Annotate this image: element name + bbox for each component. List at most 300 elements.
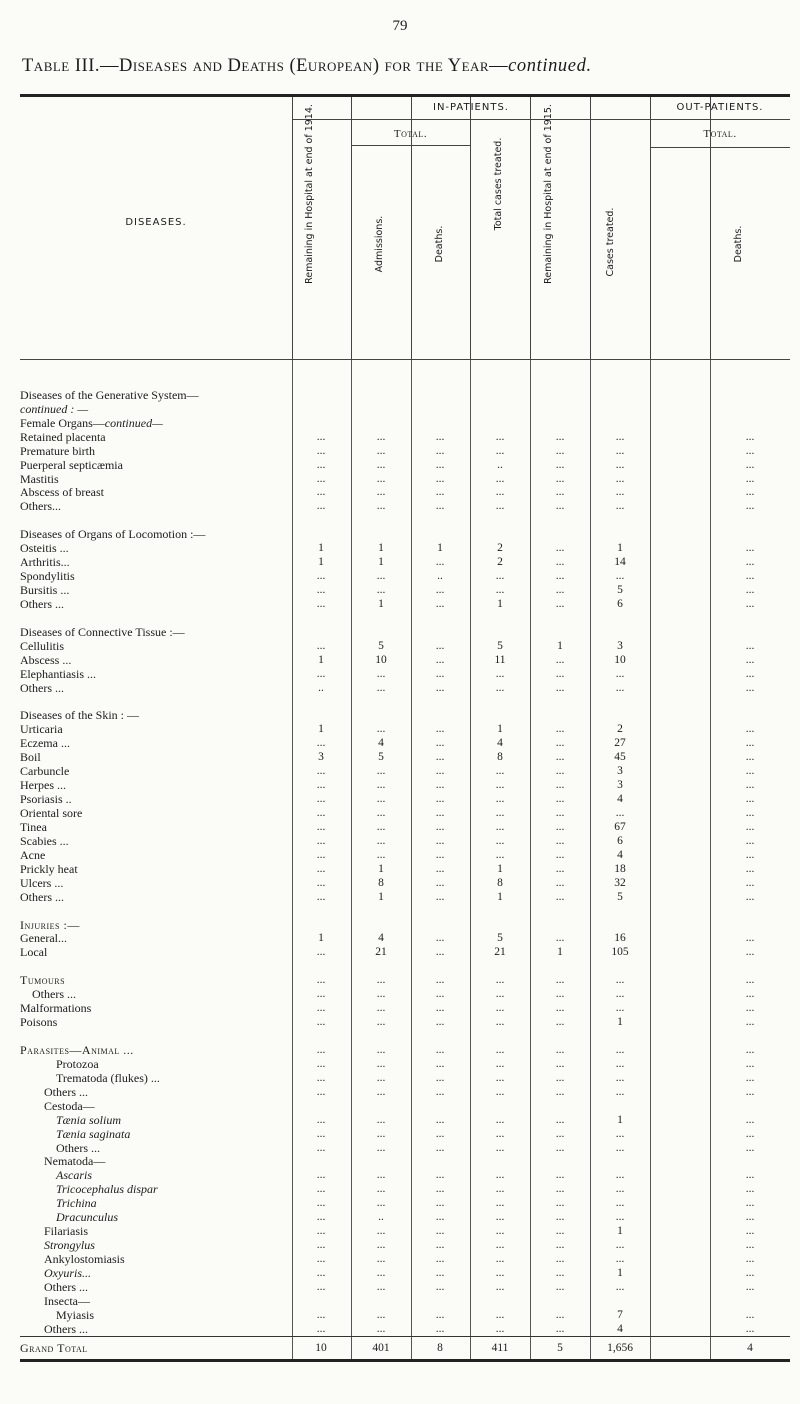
table-row [20,987,790,1001]
value-cell: ... [495,1183,505,1196]
value-cell: ... [435,1169,445,1182]
disease-name: Arthritis... [20,555,70,570]
value-cell: ... [495,779,505,792]
disease-label [20,708,139,722]
value-cell: ... [615,1085,625,1098]
value-cell: ... [316,1322,326,1335]
value-cell: ... [495,988,505,1001]
value-cell: ... [745,1197,755,1210]
disease-label [44,1154,105,1168]
value-cell: ... [316,1071,326,1084]
value-cell: ... [745,876,755,889]
value-cell: ... [376,500,386,513]
disease-label [20,416,163,430]
disease-name: Bursitis ... [20,583,70,597]
value-cell: ... [316,974,326,987]
disease-label [20,430,106,444]
value-cell: ... [745,1127,755,1140]
value-cell: ... [376,430,386,443]
value-cell: 16 [614,932,626,945]
value-cell: ... [495,472,505,485]
value-cell: ... [376,486,386,499]
value-cell: ... [745,1322,755,1335]
value-cell: ... [745,765,755,778]
disease-label [20,541,69,555]
table-row [20,597,790,611]
value-cell: ... [745,1113,755,1126]
value-cell: ... [435,1239,445,1252]
value-cell: 8 [497,876,503,889]
value-cell: 2 [497,556,503,569]
value-cell: 5 [617,584,623,596]
disease-label [20,722,63,736]
value-cell: ... [745,584,755,596]
value-cell: ... [376,1169,386,1182]
value-cell: 1 [318,653,324,666]
value-cell: 1 [378,890,384,903]
value-cell: ... [555,834,565,847]
value-cell: ... [555,1169,565,1182]
value-cell: ... [495,1043,505,1056]
value-cell: ... [376,1057,386,1070]
value-cell: ... [316,765,326,778]
table-row [20,722,790,736]
value-cell: ... [316,862,326,875]
disease-name: Others ... [32,987,76,1002]
value-cell: ... [435,1280,445,1293]
disease-label [56,1057,99,1071]
value-cell: ... [316,1127,326,1140]
value-cell: ... [555,779,565,792]
table-row [20,764,790,778]
disease-name: Filariasis [44,1224,88,1239]
disease-label [20,555,70,569]
value-cell: ... [745,639,755,652]
value-cell: 1 [497,862,503,875]
disease-name: Ulcers ... [20,875,64,890]
value-cell: ... [316,1113,326,1126]
disease-label [44,1322,88,1336]
value-cell: ... [316,1043,326,1056]
value-cell: 5 [617,890,623,903]
disease-label [20,931,67,945]
value-cell: ... [435,430,445,443]
value-cell: ... [745,500,755,513]
value-cell: ... [495,1253,505,1265]
grand-total-label: Grand Total [20,1340,88,1355]
value-cell: 1 [318,556,324,569]
value-cell: ... [316,570,326,583]
table-row [20,485,790,499]
value-cell: ... [316,639,326,652]
value-cell: ... [316,946,326,959]
disease-name: Osteitis ... [20,541,69,556]
value-cell: ... [376,1141,386,1154]
value-cell: ... [555,597,565,610]
value-cell: ... [615,807,625,819]
table-row [20,1266,790,1280]
value-cell: ... [316,1002,326,1015]
spacer-row [20,959,790,973]
value-cell: 21 [494,946,506,959]
disease-label [20,1043,134,1057]
disease-name: Strongylus [44,1238,95,1253]
value-cell: ... [376,472,386,485]
disease-name: Acne [20,847,46,862]
value-cell: .. [497,458,503,471]
value-cell: ... [555,653,565,666]
table-row [20,820,790,834]
value-cell: ... [435,974,445,987]
table-row [20,945,790,959]
value-cell: ... [495,1280,505,1293]
value-cell: ... [376,1127,386,1140]
value-cell: 1 [617,1266,623,1279]
value-cell: ... [495,834,505,847]
disease-name: Premature birth [20,443,95,458]
value-cell: ... [495,1211,505,1224]
value-cell: ... [555,988,565,1001]
disease-label [20,848,45,862]
value-cell: ... [435,807,445,819]
spacer-row [20,374,790,388]
disease-name: Diseases of Organs of Locomotion :— [20,527,206,542]
value-cell: ... [745,807,755,819]
disease-name: Insecta— [44,1293,90,1308]
value-cell: ... [615,1071,625,1084]
disease-name: Tænia solium [56,1112,122,1127]
disease-name: Poisons [20,1015,58,1030]
value-cell: ... [376,1043,386,1056]
value-cell: ... [745,472,755,485]
value-cell: ... [316,486,326,499]
disease-name: Abscess of breast [20,485,104,500]
value-cell: 1 [617,1016,623,1029]
value-cell: 1 [557,639,563,652]
value-cell: ... [435,1127,445,1140]
value-cell: ... [495,820,505,833]
table-row [20,667,790,681]
grand-total-cell: 5 [557,1341,563,1354]
value-cell: ... [555,444,565,457]
value-cell: 1 [497,890,503,903]
value-cell: ... [555,1197,565,1210]
value-cell: ... [435,597,445,610]
value-cell: ... [615,1280,625,1293]
value-cell: ... [316,737,326,750]
value-cell: ... [555,793,565,806]
value-cell: ... [745,737,755,750]
disease-name: Oxyuris... [44,1265,91,1280]
table-row [20,1085,790,1099]
table-row [20,1196,790,1210]
value-cell: ... [555,1043,565,1056]
value-cell: ... [435,1016,445,1029]
value-cell: ... [555,751,565,764]
value-cell: ... [745,862,755,875]
value-cell: ... [745,834,755,847]
value-cell: ... [435,932,445,945]
disease-table [20,94,790,1362]
value-cell: 2 [497,542,503,555]
disease-name: Puerperal septicæmia [20,457,123,472]
value-cell: ... [435,653,445,666]
disease-label [20,1015,57,1029]
value-cell: ... [376,1016,386,1029]
value-cell: 3 [617,779,623,792]
value-cell: ... [435,1225,445,1238]
value-cell: ... [435,751,445,764]
value-cell: 1 [437,542,443,555]
value-cell: ... [435,946,445,959]
value-cell: ... [435,1266,445,1279]
value-cell: ... [495,1308,505,1321]
table-row [20,1322,790,1336]
value-cell: 1 [378,556,384,569]
disease-label [20,945,47,959]
value-cell: ... [376,681,386,694]
value-cell: ... [555,876,565,889]
value-cell: 3 [318,751,324,764]
value-cell: 6 [617,834,623,847]
value-cell: ... [615,681,625,694]
value-cell: 7 [617,1308,623,1321]
value-cell: ... [316,793,326,806]
disease-name: Abscess ... [20,652,72,667]
disease-label [20,876,63,890]
value-cell: ... [316,1308,326,1321]
table-row [20,750,790,764]
value-cell: ... [555,1322,565,1335]
value-cell: 5 [497,932,503,945]
value-cell: ... [615,1127,625,1140]
table-row [20,931,790,945]
value-cell: ... [745,820,755,833]
value-cell: .. [378,1211,384,1224]
value-cell: ... [376,820,386,833]
value-cell: ... [555,667,565,680]
table-row [20,444,790,458]
title-continued: continued. [508,56,592,76]
value-cell: ... [435,1002,445,1015]
value-cell: ... [376,444,386,457]
disease-name: Tricocephalus dispar [56,1182,158,1197]
value-cell: ... [745,1225,755,1238]
value-cell: ... [495,974,505,987]
value-cell: ... [555,1183,565,1196]
out-deaths-header: Deaths. [733,225,744,263]
disease-label [44,1085,88,1099]
value-cell: ... [376,1002,386,1015]
value-cell: ... [435,723,445,736]
value-cell: ... [495,430,505,443]
disease-label [20,890,64,904]
disease-label [20,681,64,695]
value-cell: ... [615,1239,625,1252]
value-cell: 4 [617,1322,623,1335]
value-cell: ... [615,1141,625,1154]
value-cell: ... [495,1071,505,1084]
value-cell: ... [435,876,445,889]
value-cell: ... [615,1197,625,1210]
value-cell: ... [435,737,445,750]
value-cell: ... [376,1197,386,1210]
value-cell: ... [495,681,505,694]
disease-label [20,653,71,667]
value-cell: ... [555,1127,565,1140]
table-row [20,458,790,472]
value-cell: ... [435,486,445,499]
disease-label [20,458,123,472]
disease-name: Urticaria [20,722,63,737]
spacer-row [20,904,790,918]
value-cell: ... [435,472,445,485]
value-cell: ... [435,793,445,806]
table-row [20,1252,790,1266]
value-cell: ... [495,1057,505,1070]
value-cell: 5 [378,639,384,652]
value-cell: ... [555,1266,565,1279]
table-row [20,1113,790,1127]
disease-label [20,388,199,402]
value-cell: ... [435,1183,445,1196]
value-cell: ... [555,1225,565,1238]
value-cell: ... [495,807,505,819]
in-deaths-header: Deaths. [434,225,445,263]
value-cell: ... [316,1239,326,1252]
value-cell: ... [376,1308,386,1321]
disease-name: Others ... [44,1279,88,1294]
disease-name: Prickly heat [20,861,78,876]
table-row [20,1071,790,1085]
value-cell: ... [316,1211,326,1224]
disease-name: Scabies ... [20,833,69,848]
disease-name: Retained placenta [20,429,106,444]
value-cell: ... [376,570,386,583]
value-cell: ... [376,1239,386,1252]
disease-label [20,485,104,499]
value-cell: ... [745,848,755,861]
value-cell: 4 [378,737,384,750]
disease-name: Ascaris [56,1168,92,1183]
value-cell: ... [316,1169,326,1182]
value-cell: ... [745,988,755,1001]
spacer-row [20,695,790,709]
value-cell: ... [435,779,445,792]
value-cell: ... [745,1141,755,1154]
value-cell: ... [555,848,565,861]
value-cell: ... [555,932,565,945]
value-cell: ... [316,597,326,610]
value-cell: ... [555,862,565,875]
value-cell: ... [495,570,505,583]
table-row [20,1141,790,1155]
disease-label [44,1238,95,1252]
value-cell: 1 [617,542,623,555]
value-cell: ... [495,1085,505,1098]
disease-label [32,987,76,1001]
disease-label [56,1127,130,1141]
value-cell: ... [555,974,565,987]
value-cell: ... [316,430,326,443]
value-cell: ... [376,1183,386,1196]
value-cell: ... [495,793,505,806]
disease-name: Diseases of the Generative System— [20,387,199,402]
value-cell: 18 [614,862,626,875]
disease-name: Injuries :— [20,917,80,932]
value-cell: ... [316,1016,326,1029]
value-cell: ... [376,807,386,819]
value-cell: ... [555,1071,565,1084]
value-cell: 67 [614,820,626,833]
disease-name: Mastitis [20,471,59,486]
disease-label [20,806,82,820]
table-row [20,1043,790,1057]
value-cell: ... [555,500,565,513]
value-cell: 1 [318,542,324,555]
disease-name: Others ... [44,1084,88,1099]
disease-name: General... [20,931,67,946]
value-cell: ... [495,1141,505,1154]
table-row [20,653,790,667]
value-cell: ... [555,472,565,485]
table-row [20,1127,790,1141]
value-cell: ... [555,1113,565,1126]
value-cell: ... [555,1211,565,1224]
value-cell: ... [745,1043,755,1056]
value-cell: ... [745,570,755,583]
disease-label [20,499,61,513]
value-cell: ... [316,444,326,457]
value-cell: 6 [617,597,623,610]
value-cell: ... [435,988,445,1001]
value-cell: ... [615,1253,625,1265]
value-cell: ... [555,1002,565,1015]
value-cell: 1 [378,597,384,610]
table-row [20,1210,790,1224]
value-cell: ... [745,890,755,903]
value-cell: ... [435,681,445,694]
value-cell: ... [745,458,755,471]
value-cell: ... [316,848,326,861]
table-row [20,402,790,416]
value-cell: 3 [617,765,623,778]
value-cell: ... [555,486,565,499]
value-cell: 3 [617,639,623,652]
value-cell: ... [316,807,326,819]
value-cell: ... [745,974,755,987]
disease-label [20,792,72,806]
value-cell: 1 [318,932,324,945]
value-cell: ... [435,1322,445,1335]
total-cases-header: Total cases treated. [493,137,504,231]
value-cell: ... [615,974,625,987]
value-cell: ... [376,988,386,1001]
disease-name: Ankylostomiasis [44,1252,125,1266]
value-cell: ... [745,793,755,806]
spacer-row [20,611,790,625]
value-cell: ... [555,570,565,583]
value-cell: ... [376,848,386,861]
table-row [20,778,790,792]
value-cell: ... [555,542,565,555]
value-cell: 1 [378,542,384,555]
disease-label [44,1266,91,1280]
value-cell: ... [316,890,326,903]
value-cell: ... [745,751,755,764]
value-cell: 5 [497,639,503,652]
value-cell: ... [376,834,386,847]
